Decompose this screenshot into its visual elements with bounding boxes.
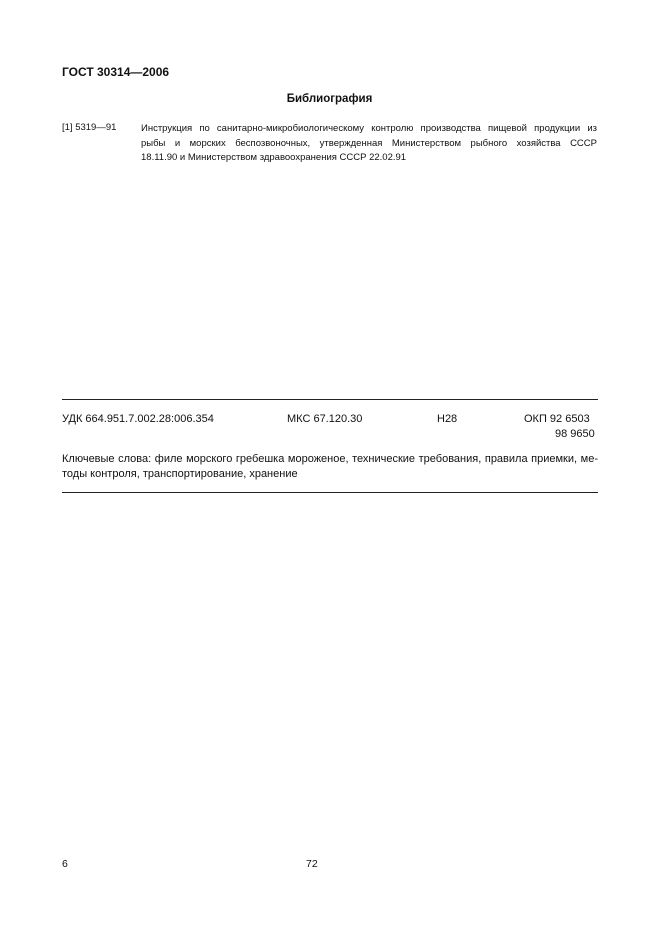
bibliography-entry-ref: [1] 5319—91 xyxy=(62,122,117,133)
bibliography-title: Библиография xyxy=(286,93,373,105)
document-code: ГОСТ 30314—2006 xyxy=(62,65,170,79)
group-code: Н28 xyxy=(437,413,458,425)
keywords-line: Ключевые слова: филе морского гребешка мороженое, технические требования, правила приемки, ме- xyxy=(62,453,598,465)
keywords-block xyxy=(62,452,598,482)
sheet-number: 72 xyxy=(306,858,318,870)
divider-bottom xyxy=(62,492,598,493)
bibliography-entry-line: рыбы и морских беспозвоночных, утвержденная Министерством рыбного хозяйства СССР xyxy=(141,137,597,149)
bibliography-entry-text xyxy=(141,122,597,166)
udc-code: УДК 664.951.7.002.28:006.354 xyxy=(62,413,214,425)
page-number: 6 xyxy=(62,858,68,870)
divider-top xyxy=(62,399,598,400)
keywords-line: тоды контроля, транспортирование, хранение xyxy=(62,468,298,480)
bibliography-entry-line: Инструкция по санитарно-микробиологическому контролю производства пищевой продукции из xyxy=(141,123,597,134)
okp-code-continued: 98 9650 xyxy=(555,428,595,440)
bibliography-entry-line: 18.11.90 и Министерством здравоохранения СССР 22.02.91 xyxy=(141,152,407,163)
mks-code: МКС 67.120.30 xyxy=(287,413,363,425)
okp-code: ОКП 92 6503 xyxy=(524,413,590,425)
